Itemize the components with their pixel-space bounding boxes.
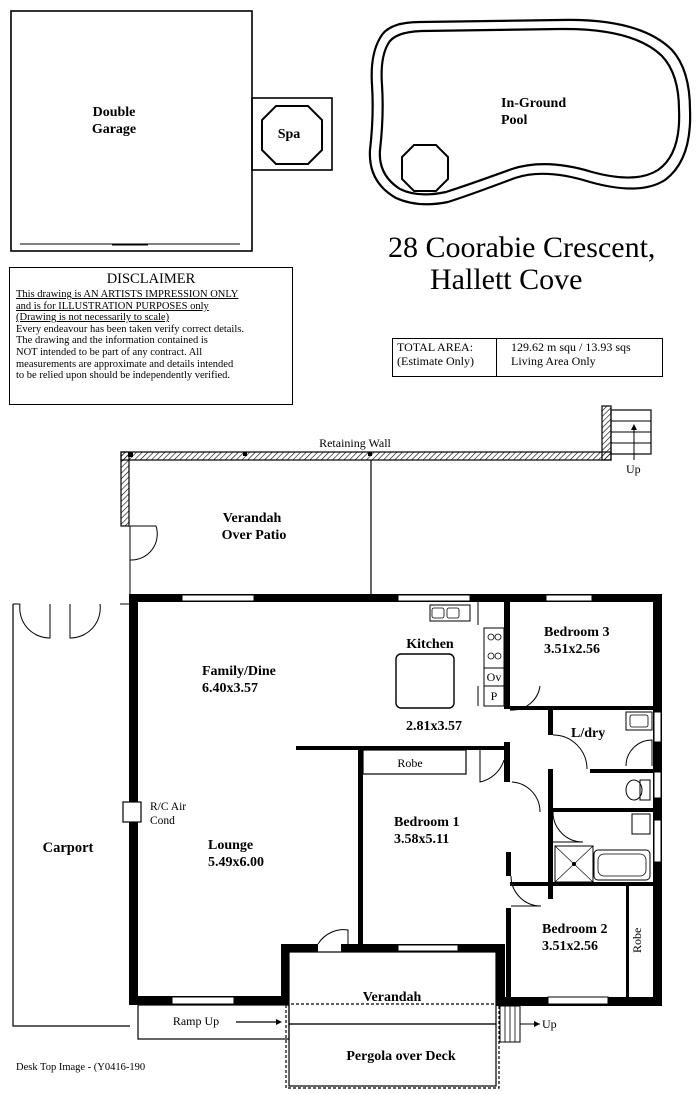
stairs-up-label-top: Up	[626, 462, 641, 476]
pergola-label: Pergola over Deck	[346, 1049, 456, 1064]
oven-label: Ov	[486, 670, 502, 684]
verandah-patio-label-2: Over Patio	[221, 528, 287, 543]
verandah-label: Verandah	[362, 990, 422, 1005]
pantry-label: P	[490, 689, 498, 703]
carport-label: Carport	[42, 840, 94, 856]
disclaimer-box	[9, 267, 293, 405]
spa-label: Spa	[277, 127, 301, 142]
lounge-label: Lounge	[208, 838, 254, 853]
retaining-wall-label: Retaining Wall	[319, 436, 391, 450]
bedroom-3-dimensions: 3.51x2.56	[544, 642, 600, 657]
area-label-1: TOTAL AREA:	[397, 340, 474, 354]
total-area-box	[392, 338, 663, 377]
disclaimer-line-2: and is for ILLUSTRATION PURPOSES only	[16, 300, 209, 312]
kitchen-fixtures	[396, 602, 540, 710]
verandah-patio-label-1: Verandah	[222, 511, 282, 526]
verandah-over-patio	[130, 460, 371, 596]
disclaimer-line-5: The drawing and the information contained is	[16, 335, 208, 347]
bedroom-2-dimensions: 3.51x2.56	[542, 939, 598, 954]
bedroom-1-label: Bedroom 1	[394, 815, 460, 830]
double-garage	[11, 11, 252, 251]
carport	[13, 604, 130, 1026]
pool-label-1: In-Ground	[501, 96, 567, 111]
area-label-2: (Estimate Only)	[397, 353, 474, 368]
address-line-1: 28 Coorabie Crescent,	[388, 231, 656, 264]
ramp-up-label: Ramp Up	[172, 1014, 220, 1028]
bedroom-3-label: Bedroom 3	[544, 625, 610, 640]
retaining-wall	[121, 406, 611, 526]
garage-label-2: Garage	[91, 122, 137, 137]
aircon-label-2: Cond	[150, 815, 175, 827]
area-value: 129.62 m squ / 13.93 sqs	[511, 340, 631, 354]
area-note: Living Area Only	[511, 353, 596, 368]
address-line-2: Hallett Cove	[430, 263, 583, 296]
family-dine-label: Family/Dine	[202, 664, 276, 679]
disclaimer-line-7: measurements are approximate and details intended	[16, 358, 234, 370]
disclaimer-line-8: to be relied upon should be independently verified.	[16, 370, 231, 382]
bedroom-1-dimensions: 3.58x5.11	[394, 832, 450, 847]
air-conditioner-unit	[123, 802, 141, 822]
lounge-dimensions: 5.49x6.00	[208, 855, 264, 870]
disclaimer-line-6: NOT intended to be part of any contract. All	[16, 346, 203, 358]
footer-reference: Desk Top Image - (Y0416-190	[16, 1062, 146, 1073]
kitchen-dimensions: 2.81x3.57	[406, 719, 462, 734]
aircon-label-1: R/C Air	[150, 801, 187, 813]
garage-label-1: Double	[92, 105, 136, 120]
laundry-label: L/dry	[571, 726, 606, 741]
spa	[252, 98, 332, 170]
stairs-up-label-bottom: Up	[542, 1017, 557, 1031]
robe-1-label: Robe	[397, 756, 423, 770]
disclaimer-line-4: Every endeavour has been taken verify correct details.	[16, 323, 244, 335]
bedroom-2-label: Bedroom 2	[542, 922, 608, 937]
disclaimer-line-3: (Drawing is not necessarily to scale)	[16, 312, 170, 324]
disclaimer-line-1: This drawing is AN ARTISTS IMPRESSION ONLY	[16, 289, 239, 300]
pool-label-2: Pool	[501, 113, 528, 128]
top-stairs	[611, 410, 651, 476]
property-address	[388, 232, 655, 296]
in-ground-pool	[370, 20, 690, 204]
family-dine-dimensions: 6.40x3.57	[202, 681, 258, 696]
kitchen-label: Kitchen	[406, 637, 454, 652]
robe-2-label: Robe	[630, 927, 644, 953]
disclaimer-title: DISCLAIMER	[106, 271, 196, 287]
